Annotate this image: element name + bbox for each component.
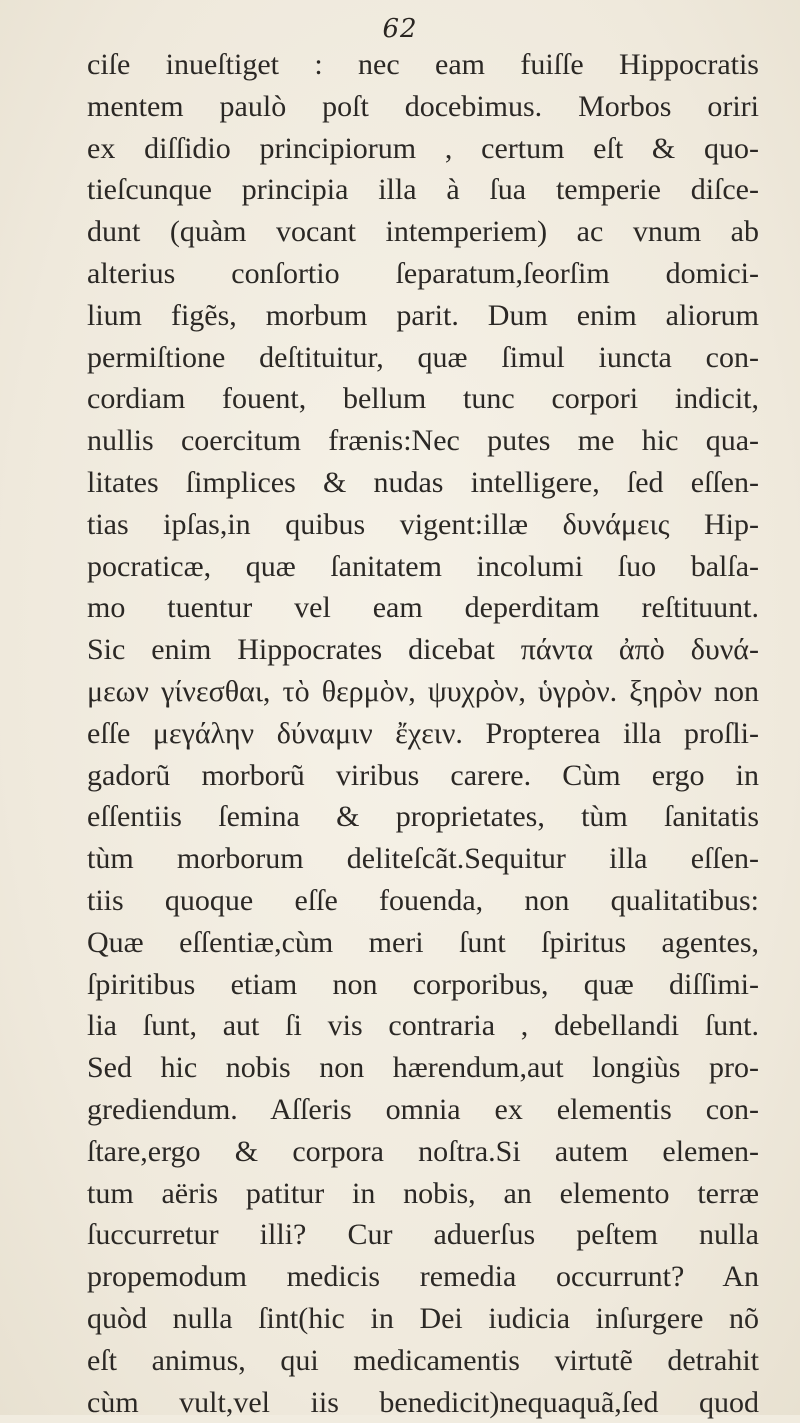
- text-line: eſſe μεγάλην δύναμιν ἔχειν. Propterea illa proſli-: [87, 713, 759, 755]
- text-line: nullis coercitum frænis:Nec putes me hic qua-: [87, 420, 759, 462]
- text-line: pocraticæ, quæ ſanitatem incolumi ſuo balſa-: [87, 546, 759, 588]
- text-line: ciſe inueſtiget : nec eam fuiſſe Hippocratis: [87, 44, 759, 86]
- text-line: alterius conſortio ſeparatum,ſeorſim domici-: [87, 253, 759, 295]
- text-line: litates ſimplices & nudas intelligere, ſed eſſen-: [87, 462, 759, 504]
- text-line: quòd nulla ſint(hic in Dei iudicia inſurgere nõ: [87, 1298, 759, 1340]
- text-line: tieſcunque principia illa à ſua temperie diſce-: [87, 169, 759, 211]
- text-line: grediendum. Aſſeris omnia ex elementis con-: [87, 1089, 759, 1131]
- text-line: μεων γίνεσθαι, τὸ θερμὸν, ψυχρὸν, ὑγρὸν. ξηρὸν non: [87, 671, 759, 713]
- text-line: ſuccurretur illi? Cur aduerſus peſtem nulla: [87, 1214, 759, 1256]
- body-text: [87, 44, 759, 1423]
- text-line: tiis quoque eſſe fouenda, non qualitatibus:: [87, 880, 759, 922]
- text-line: gadorũ morborũ viribus carere. Cùm ergo in: [87, 755, 759, 797]
- text-line: mentem paulò poſt docebimus. Morbos oriri: [87, 86, 759, 128]
- page-number: 62: [0, 14, 800, 44]
- text-line: eſt animus, qui medicamentis virtutẽ detrahit: [87, 1340, 759, 1382]
- text-line: mo tuentur vel eam deperditam reſtituunt.: [87, 587, 759, 629]
- text-line: dunt (quàm vocant intemperiem) ac vnum ab: [87, 211, 759, 253]
- text-line: ſtare,ergo & corpora noſtra.Si autem elemen-: [87, 1131, 759, 1173]
- text-line: cordiam fouent, bellum tunc corpori indicit,: [87, 378, 759, 420]
- text-line: cùm vult,vel iis benedicit)nequaquã,ſed quod: [87, 1382, 759, 1423]
- text-line: tùm morborum deliteſcãt.Sequitur illa eſſen-: [87, 838, 759, 880]
- text-line: lia ſunt, aut ſi vis contraria , debellandi ſunt.: [87, 1005, 759, 1047]
- text-line: eſſentiis ſemina & proprietates, tùm ſanitatis: [87, 796, 759, 838]
- text-line: ſpiritibus etiam non corporibus, quæ diſſimi-: [87, 964, 759, 1006]
- text-line: Quæ eſſentiæ,cùm meri ſunt ſpiritus agentes,: [87, 922, 759, 964]
- text-line: tias ipſas,in quibus vigent:illæ δυνάμεις Hip-: [87, 504, 759, 546]
- text-line: Sic enim Hippocrates dicebat πάντα ἀπὸ δυνά-: [87, 629, 759, 671]
- text-line: propemodum medicis remedia occurrunt? An: [87, 1256, 759, 1298]
- text-line: Sed hic nobis non hærendum,aut longiùs pro-: [87, 1047, 759, 1089]
- text-line: ex diſſidio principiorum , certum eſt & quo-: [87, 128, 759, 170]
- text-line: tum aëris patitur in nobis, an elemento terræ: [87, 1173, 759, 1215]
- text-line: lium figẽs, morbum parit. Dum enim aliorum: [87, 295, 759, 337]
- text-line: permiſtione deſtituitur, quæ ſimul iuncta con-: [87, 337, 759, 379]
